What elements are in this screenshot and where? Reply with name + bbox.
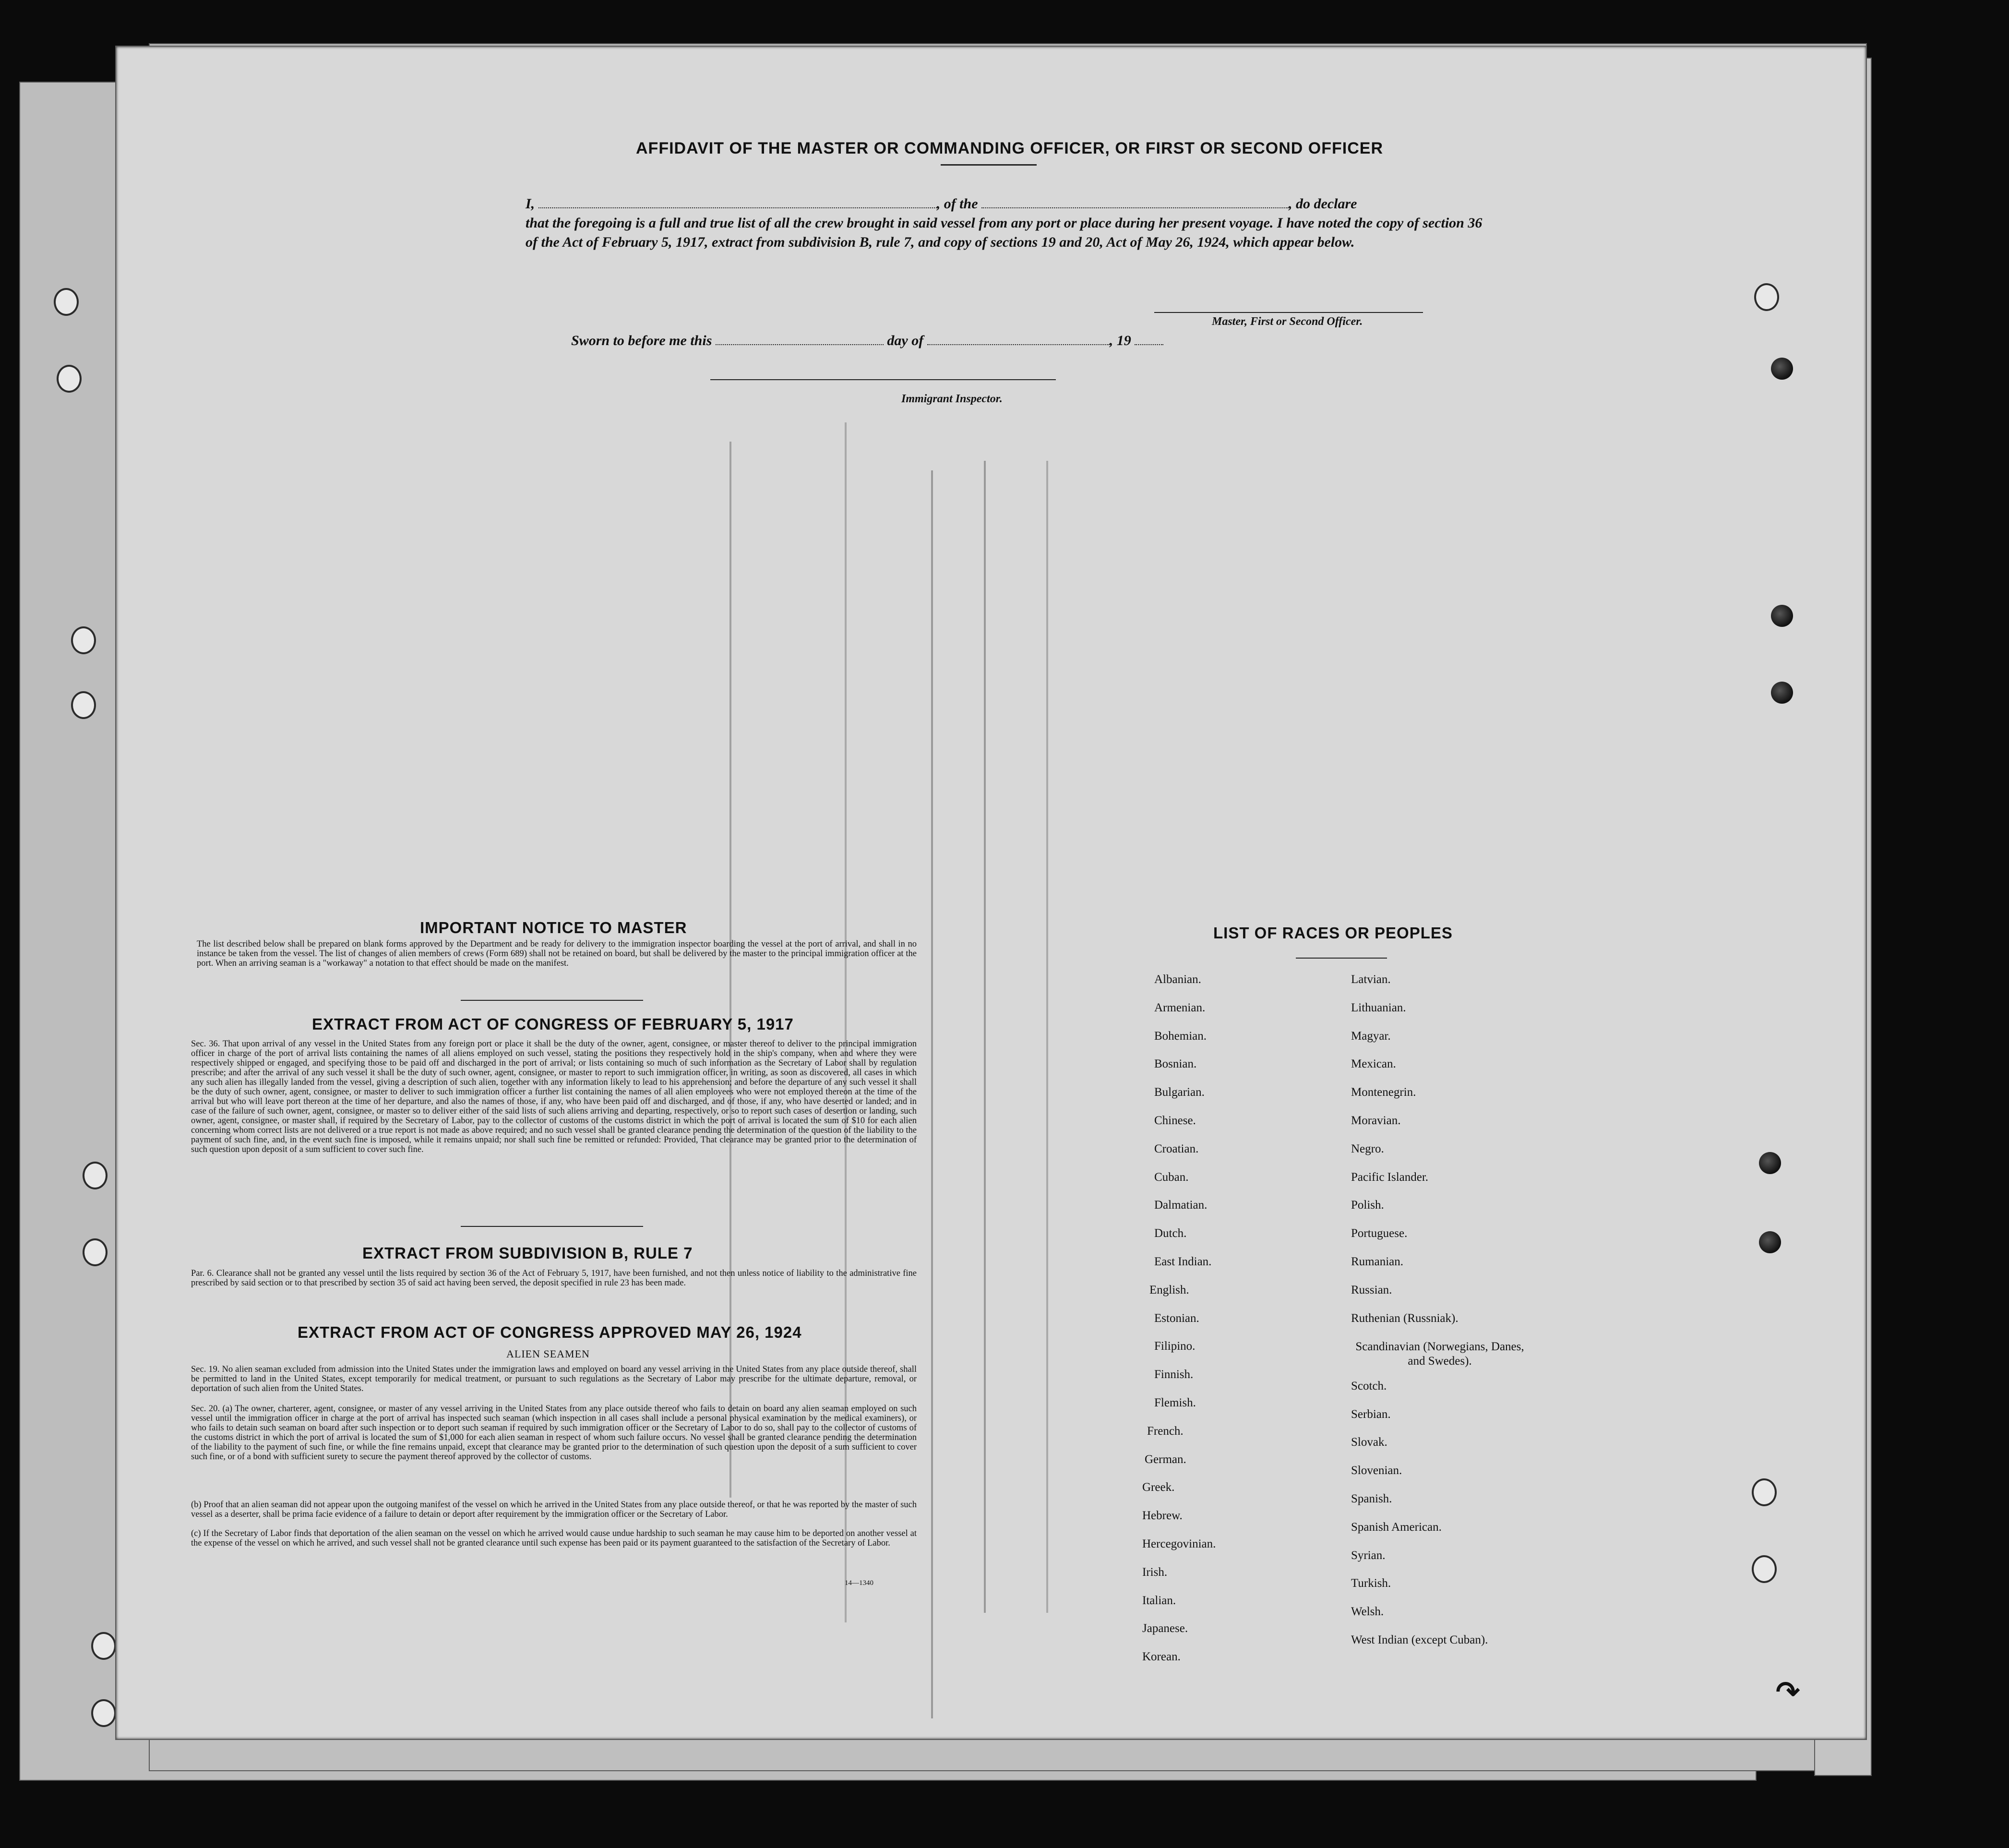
race-item-left: Korean. (1142, 1650, 1181, 1664)
sworn-year-field[interactable] (1135, 334, 1163, 345)
bleed-column-line (931, 470, 933, 1718)
race-item-right: Negro. (1351, 1142, 1384, 1155)
race-item-left: Irish. (1142, 1565, 1168, 1579)
race-item-left: East Indian. (1154, 1255, 1212, 1268)
race-item-left: Hercegovinian. (1142, 1537, 1216, 1550)
punch-hole-icon (1771, 682, 1793, 704)
punch-hole-icon (83, 1238, 108, 1266)
race-item-left: Estonian. (1154, 1311, 1199, 1325)
race-item-left: English. (1149, 1283, 1189, 1296)
race-item-left: Dalmatian. (1154, 1199, 1208, 1212)
race-item-right: Russian. (1351, 1283, 1392, 1296)
race-item-right: Turkish. (1351, 1577, 1391, 1590)
form-number: 14—1340 (845, 1579, 873, 1587)
punch-hole-icon (71, 691, 96, 719)
sec-19-body: Sec. 19. No alien seaman excluded from admission into the United States under the immigration laws and employed on board any vessel arriving in the United States from any place outside thereof, shall be permitted to land in the United States, except temporarily for medical treatment, or pursuant to such regulations as the Secretary of Labor may prescribe for the ultimate departure, removal, or deportation of such alien from the United States. (191, 1365, 917, 1393)
race-item-right: Slovenian. (1351, 1464, 1402, 1477)
race-item-left: Flemish. (1154, 1396, 1196, 1409)
race-item-right: Polish. (1351, 1199, 1384, 1212)
inspector-signature-line[interactable] (710, 379, 1056, 380)
race-item-right: Spanish. (1351, 1492, 1392, 1505)
corner-pen-mark: ↷ (1776, 1676, 1800, 1708)
extract-rule7-body: Par. 6. Clearance shall not be granted any vessel until the lists required by section 36 of the Act of February 5, 1917, have been furnished, and not then unless notice of liability to the administrative fine prescribed by said section or to that prescribed by section 35 of said act having been served, the deposit specified in rule 23 has been made. (191, 1269, 917, 1288)
race-item-right: Welsh. (1351, 1605, 1384, 1619)
extract-1917-body: Sec. 36. That upon arrival of any vessel in the United States from any foreign port or place it shall be the duty of the owner, agent, consignee, or master thereof to deliver to the principal immigration officer in charge of the port of arrival lists containing the names of all aliens employed on such vessel, stating the positions they respectively hold in the ship's company, when and where they were respectively shipped or engaged, and specifying those to be paid off and discharged in the port of arrival; or lists containing so much of such information as the Secretary of Labor shall by regulation prescribe; and after the arrival of any such vessel it shall be the duty of such owner, agent, consignee, or master to report to such immigration officer, in writing, as soon as discovered, all cases in which any such alien has illegally landed from the vessel, giving a description of such alien, together with any information likely to lead to his apprehension; and before the departure of any such vessel it shall be the duty of such owner, agent, consignee, or master to deliver to such immigration officer a further list containing the names of all alien employees who were not employed thereon at the time of the arrival but who will leave port thereon at the time of her departure, and also the names of those, if any, who have been paid off and discharged, and of those, if any, who have deserted or landed; and in case of the failure of such owner, agent, consignee, or master so to deliver either of the said lists of such aliens arriving and departing, respectively, or so to report such cases of desertion or landing, such owner, agent, consignee, or master shall, if required by the Secretary of Labor, pay to the collector of customs of the customs district in which the port of arrival is located the sum of $10 for each alien concerning whom correct lists are not delivered or a true report is not made as above required; and no such vessel shall be granted clearance pending the determination of the question of the liability to the payment of such fine, and, in the event such fine is imposed, while it remains unpaid; nor shall such fine be remitted or refunded: Provided, That clearance may be granted prior to the determination of such question upon deposit of a sum sufficient to cover such fine. (191, 1039, 917, 1154)
name-field[interactable] (538, 197, 937, 208)
do-declare-label: , do declare (1289, 196, 1357, 212)
alien-seamen-subtitle: ALIEN SEAMEN (506, 1348, 590, 1360)
section-rule (461, 1226, 643, 1227)
race-item-right: Pacific Islander. (1351, 1170, 1429, 1184)
race-item-left: Hebrew. (1142, 1509, 1183, 1523)
punch-hole-icon (91, 1632, 116, 1660)
race-item-left: Greek. (1142, 1481, 1175, 1494)
race-item-right: Portuguese. (1351, 1227, 1408, 1240)
races-title: LIST OF RACES OR PEOPLES (1213, 924, 1453, 942)
punch-hole-icon (83, 1162, 108, 1189)
race-item-right: Slovak. (1351, 1436, 1387, 1449)
bleed-column-line (984, 461, 986, 1613)
affidavit-i-label: I, (526, 196, 535, 212)
punch-hole-icon (1754, 283, 1779, 311)
punch-hole-icon (71, 626, 96, 654)
sworn-line (571, 331, 1243, 350)
race-item-left: Bosnian. (1154, 1057, 1197, 1071)
punch-hole-icon (54, 288, 79, 316)
race-item-right: Serbian. (1351, 1407, 1391, 1421)
year-label: , 19 (1109, 333, 1131, 348)
affidavit-body: that the foregoing is a full and true list of all the crew brought in said vessel from any port or place during her present voyage. I have noted the copy of section 36 of the Act of February 5, 1917, extract from subdivision B, rule 7, and copy of sections 19 and 20, Act of May 26, 1924, which appear below. (526, 215, 1483, 250)
punch-hole-icon (57, 365, 82, 393)
race-item-right: Mexican. (1351, 1057, 1396, 1071)
sec-20c-body: (c) If the Secretary of Labor finds that deportation of the alien seaman on the vessel on which he arrived would cause undue hardship to such seaman he may cause him to be deported on another vessel at the expense of the vessel on which he arrived, and such vessel shall not be granted clearance until such expense has been paid or its payment guaranteed to the satisfaction of the Secretary of Labor. (191, 1529, 917, 1548)
punch-hole-icon (91, 1699, 116, 1727)
race-item-left: Dutch. (1154, 1227, 1187, 1240)
race-item-right: Rumanian. (1351, 1255, 1404, 1268)
extract-1917-title: EXTRACT FROM ACT OF CONGRESS OF FEBRUARY 5, 1917 (312, 1015, 794, 1033)
race-item-left: Croatian. (1154, 1142, 1199, 1155)
race-item-right: Spanish American. (1351, 1520, 1442, 1534)
day-of-label: day of (887, 333, 924, 348)
race-item-right: Magyar. (1351, 1029, 1391, 1043)
section-rule (461, 1000, 643, 1001)
inspector-label: Immigrant Inspector. (901, 393, 1003, 405)
extract-1924-title: EXTRACT FROM ACT OF CONGRESS APPROVED MAY 26, 1924 (298, 1323, 802, 1341)
race-item-left: Cuban. (1154, 1170, 1189, 1184)
affidavit-line-1 (526, 194, 1490, 214)
punch-hole-icon (1759, 1152, 1781, 1174)
race-item-left: Armenian. (1154, 1001, 1206, 1014)
sec-20a-body: Sec. 20. (a) The owner, charterer, agent, consignee, or master of any vessel arriving in the United States from any place outside thereof who fails to detain on board any alien seaman employed on such vessel until the immigration officer in charge at the port of arrival has inspected such seaman (which inspection in all cases shall include a personal physical examination by the medical examiners), or who fails to detain such seaman on board after such inspection or to deport such seaman if required by such immigration officer or the Secretary of Labor to do so, shall pay to the collector of customs of the customs district in which the port of arrival is located the sum of $1,000 for each alien seaman in respect of whom such failure occurs. No vessel shall be granted clearance pending the determination of the liability to the payment of such fine, or while the fine remains unpaid, except that clearance may be granted prior to the determination of such question upon the deposit of a sum sufficient to cover such fine, or of a bond with sufficient surety to secure the payment thereof approved by the collector of customs. (191, 1404, 917, 1462)
race-item-right: Syrian. (1351, 1548, 1386, 1562)
race-item-right: Ruthenian (Russniak). (1351, 1311, 1459, 1325)
punch-hole-icon (1752, 1478, 1777, 1506)
races-rule (1296, 958, 1387, 959)
bleed-column-line (1046, 461, 1048, 1613)
race-item-left: Chinese. (1154, 1114, 1196, 1127)
race-item-right: Scandinavian (Norwegians, Danes, and Swedes). (1355, 1340, 1524, 1368)
race-item-left: Japanese. (1142, 1622, 1188, 1635)
race-item-left: Finnish. (1154, 1368, 1194, 1381)
race-item-left: Albanian. (1154, 973, 1201, 986)
race-item-left: Italian. (1142, 1594, 1176, 1607)
race-item-right: West Indian (except Cuban). (1351, 1633, 1488, 1646)
race-item-left: German. (1145, 1452, 1186, 1466)
vessel-field[interactable] (981, 197, 1289, 208)
race-item-right: Scotch. (1351, 1379, 1387, 1392)
sworn-month-field[interactable] (927, 334, 1110, 345)
form-sheet (115, 46, 1867, 1740)
extract-rule7-title: EXTRACT FROM SUBDIVISION B, RULE 7 (362, 1244, 693, 1262)
notice-body: The list described below shall be prepared on blank forms approved by the Department and be ready for delivery to the immigration inspector boarding the vessel at the port of arrival, and shall in no instance be taken from the vessel. The list of changes of alien members of crews (Form 689) shall not be retained on board, but shall be delivered by the master to the principal immigration officer at the port. When an arriving seaman is a "workaway" a notation to that effect should be made on the manifest. (197, 939, 917, 968)
signature-line[interactable] (1154, 312, 1423, 313)
sec-20b-body: (b) Proof that an alien seaman did not appear upon the outgoing manifest of the vessel on which he arrived in the United States from any place outside thereof, or that he was reported by the master of such vessel as a deserter, shall be prima facie evidence of a failure to detain or deport after requirement by the immigration officer or the Secretary of Labor. (191, 1500, 917, 1519)
punch-hole-icon (1759, 1231, 1781, 1253)
sworn-date-field[interactable] (716, 334, 884, 345)
race-item-right: Moravian. (1351, 1114, 1401, 1127)
signature-label: Master, First or Second Officer. (1212, 315, 1363, 328)
race-item-left: Bulgarian. (1154, 1086, 1205, 1099)
race-item-right: Lithuanian. (1351, 1001, 1406, 1014)
of-the-label: , of the (936, 196, 978, 212)
race-item-left: Bohemian. (1154, 1029, 1207, 1043)
race-item-right: Latvian. (1351, 973, 1391, 986)
title-rule (941, 164, 1037, 166)
punch-hole-icon (1771, 358, 1793, 380)
punch-hole-icon (1752, 1555, 1777, 1583)
sworn-label: Sworn to before me this (571, 333, 712, 348)
race-item-right: Montenegrin. (1351, 1086, 1416, 1099)
notice-title: IMPORTANT NOTICE TO MASTER (420, 919, 687, 936)
affidavit-title: AFFIDAVIT OF THE MASTER OR COMMANDING OFFICER, OR FIRST OR SECOND OFFICER (636, 139, 1383, 157)
race-item-left: French. (1147, 1424, 1184, 1438)
punch-hole-icon (1771, 605, 1793, 627)
race-item-left: Filipino. (1154, 1340, 1196, 1353)
